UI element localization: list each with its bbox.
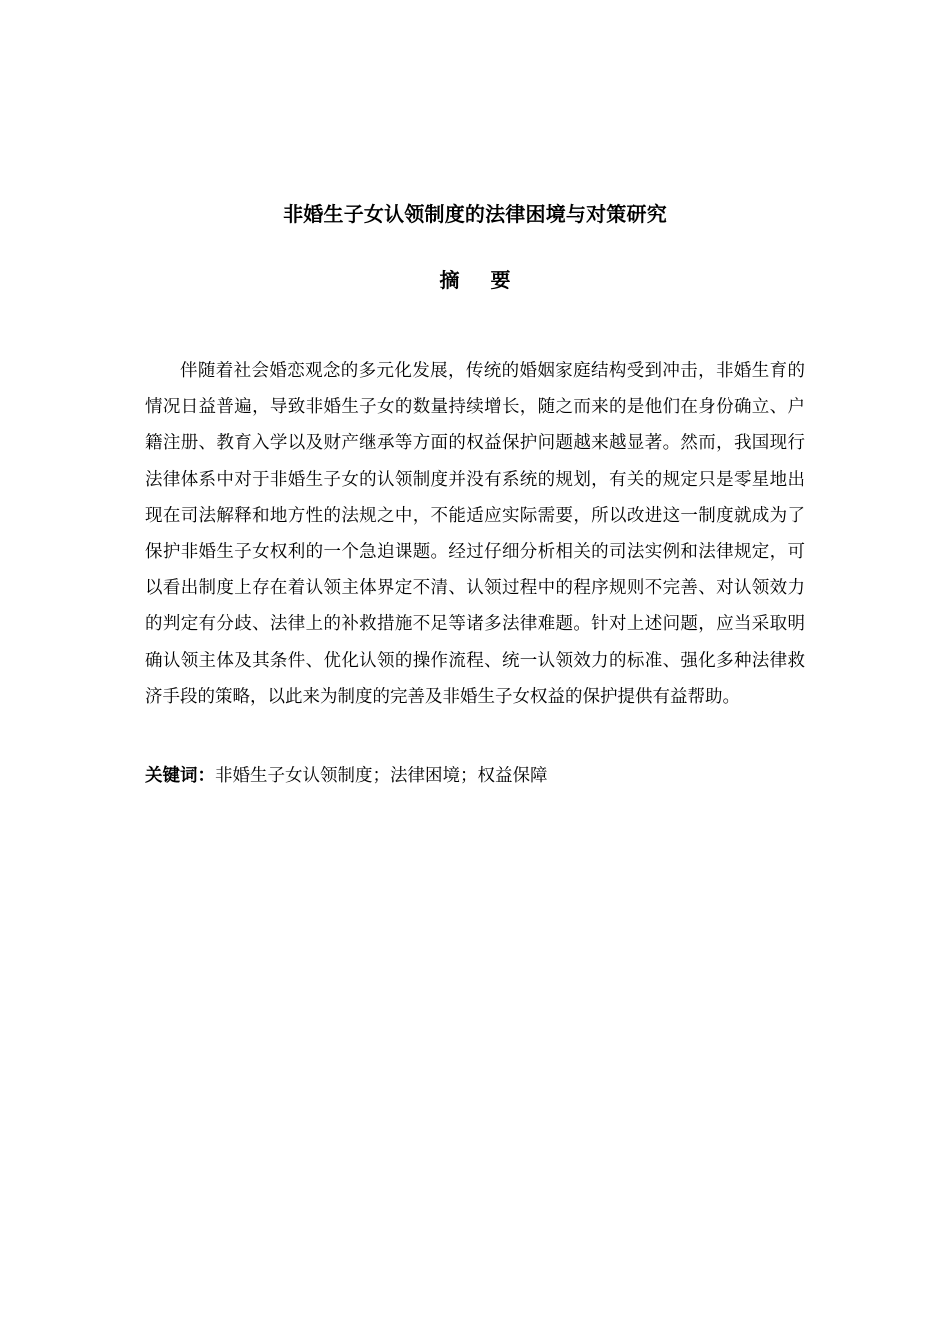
- abstract-heading: 摘 要: [439, 268, 523, 292]
- keywords-label: 关键词：: [145, 766, 215, 786]
- document-title: 非婚生子女认领制度的法律困境与对策研究: [283, 202, 667, 226]
- keywords-line: [145, 760, 805, 792]
- keywords-text: 非婚生子女认领制度；法律困境；权益保障: [215, 766, 548, 786]
- abstract-body: 伴随着社会婚恋观念的多元化发展，传统的婚姻家庭结构受到冲击，非婚生育的情况日益普遍，导致非婚生子女的数量持续增长，随之而来的是他们在身份确立、户籍注册、教育入学以及财产继承等方面的权益保护问题越来越显著。然而，我国现行法律体系中对于非婚生子女的认领制度并没有系统的规划，有关的规定只是零星地出现在司法解释和地方性的法规之中，不能适应实际需要，所以改进这一制度就成为了保护非婚生子女权利的一个急迫课题。经过仔细分析相关的司法实例和法律规定，可以看出制度上存在着认领主体界定不清、认领过程中的程序规则不完善、对认领效力的判定有分歧、法律上的补救措施不足等诸多法律难题。针对上述问题，应当采取明确认领主体及其条件、优化认领的操作流程、统一认领效力的标准、强化多种法律救济手段的策略，以此来为制度的完善及非婚生子女权益的保护提供有益帮助。: [145, 361, 805, 707]
